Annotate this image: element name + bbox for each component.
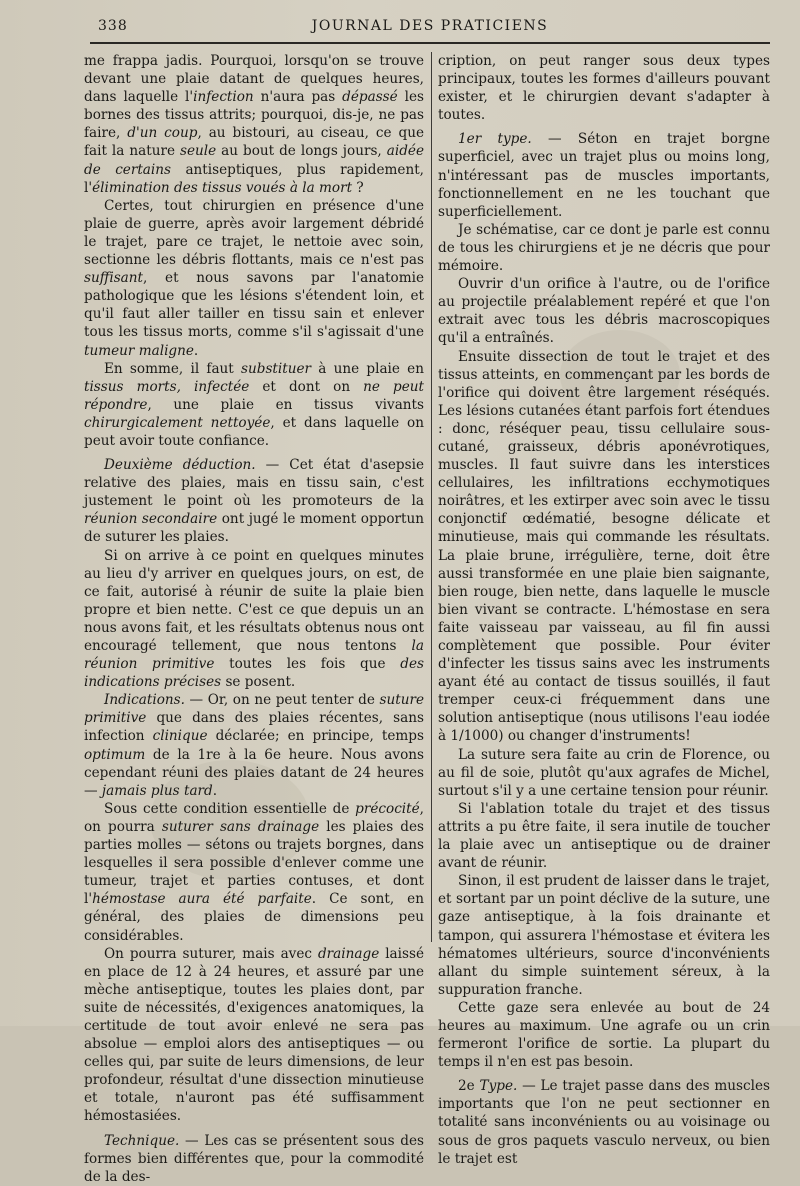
text-run: Si l'ablation totale du trajet et des tissus attrits a pu être faite, il sera inutile de toucher la plaie avec un antiseptique ou de drainer avant de réunir. <box>438 800 770 872</box>
paragraph <box>84 1132 424 1186</box>
paragraph <box>84 800 424 945</box>
italic-text: suture primitive <box>84 692 424 727</box>
text-run: . <box>212 782 218 799</box>
text-run: que dans des plaies récentes, sans infection <box>84 710 424 745</box>
text-run: déclarée; en principe, temps <box>207 728 424 745</box>
left-column <box>84 52 424 1186</box>
italic-text: précocité <box>355 800 420 817</box>
italic-text: réunion secondaire <box>84 511 218 528</box>
page-header <box>0 0 800 40</box>
italic-text: chirurgicalement nettoyée <box>84 414 271 431</box>
paragraph <box>84 945 424 1126</box>
italic-text: dépassé <box>342 89 398 106</box>
text-run: , et nous savons par l'anatomie pathologique que les lésions s'étendent loin, et qu'il faut aller tailler en tissu sain et enlever tous les tissus morts, comme s'il s'agissait d'une <box>84 270 424 341</box>
paragraph <box>84 197 424 360</box>
paragraph <box>438 999 770 1071</box>
paragraph <box>438 130 770 220</box>
text-run: les plaies des parties molles — sétons ou trajets borgnes, dans lesquelles il sera possible d'enlever comme une tumeur, trajet et parties contuses, et dont l' <box>84 818 425 908</box>
italic-text: la réunion primitive <box>84 638 424 673</box>
italic-text: substituer <box>241 360 311 377</box>
paragraph <box>438 221 770 275</box>
column-divider <box>431 52 432 942</box>
text-run: et dont on <box>249 378 364 395</box>
italic-text: élimination des tissus voués à la mort <box>92 179 353 196</box>
text-run: ? <box>352 179 364 196</box>
italic-text: Type. <box>479 1078 518 1095</box>
italic-text: suturer sans drainage <box>161 818 320 835</box>
text-run: Ouvrir d'un orifice à l'autre, ou de l'orifice au projectile préalablement repéré et que l'on extrait avec tous les débris macroscopiques qu'il a entraînés. <box>438 276 770 347</box>
text-run: Sinon, il est prudent de laisser dans le trajet, et sortant par un point déclive de la suture, une gaze antiseptique, à la fois drainante et tampon, qui assurera l'hémostase et évitera les hématomes ultérieurs, source d'inconvénients allant du simple suintement séreux, à la suppuration franche. <box>438 873 770 998</box>
italic-text: d'un coup <box>127 125 198 142</box>
paragraph <box>84 456 424 546</box>
text-run: — Le trajet passe dans des muscles importants que l'on ne peut sectionner en totalité sans inconvénients ou au voisinage ou sous de gros paquets vasculo nerveux, ou bien le trajet est <box>438 1078 771 1167</box>
paragraph <box>84 360 424 450</box>
italic-text: drainage <box>317 945 380 962</box>
italic-text: des indications précises <box>84 656 425 691</box>
text-run: Si on arrive à ce point en quelques minutes au lieu d'y arriver en quelques jours, on est, de ce fait, autorisé à réunir de suite la plaie bien propre et bien nette. C'est ce que depuis un an nous avons fait, et les résultats obtenus nous ont encouragé tellement, que nous tentons <box>84 547 424 654</box>
running-title: JOURNAL DES PRATICIENS <box>311 18 549 34</box>
text-run: En somme, il faut <box>104 360 242 377</box>
italic-text: ne peut répondre <box>84 378 424 413</box>
paragraph <box>84 547 424 692</box>
text-run: n'aura pas <box>253 89 343 106</box>
text-run: , au bistouri, au ciseau, ce que fait la nature <box>84 125 424 160</box>
italic-text: tissus morts, infectée <box>84 378 250 395</box>
text-run: . <box>193 342 199 359</box>
text-run: antiseptiques, plus rapidement, l' <box>84 161 424 196</box>
italic-text: jamais plus tard <box>101 782 213 799</box>
paragraph <box>438 52 770 124</box>
text-run: de la 1re à la 6e heure. Nous avons cependant réuni des plaies datant de 24 heures — <box>84 746 424 799</box>
text-run: laissé en place de 12 à 24 heures, et assuré par une mèche antiseptique, toutes les plaies dont, par suite de nécessités, d'exigences anatomiques, la certitude de tout avoir enlevé ne sera pas absolue — emploi alors des antiseptiques — ou celles qui, par suite de leurs dimensions, de leur profondeur, résultat d'une dissection minutieuse et totale, n'auront pas été suffisamment hémostasiées. <box>84 945 424 1125</box>
italic-text: 1er type. <box>458 131 532 148</box>
text-run: . Ce sont, en général, des plaies de dimensions peu considérables. <box>84 891 424 944</box>
text-run: ont jugé le moment opportun de suturer les plaies. <box>84 511 424 546</box>
text-run: 2e <box>458 1078 480 1095</box>
right-column <box>438 52 770 1168</box>
text-run: — Cet état d'asepsie relative des plaies, mais en tissu sain, c'est justement le point où les promoteurs de la <box>84 457 424 510</box>
text-run: à une plaie en <box>311 360 424 377</box>
text-run: — Or, on ne peut tenter de <box>184 692 380 709</box>
text-run: — Séton en trajet borgne superficiel, avec un trajet plus ou moins long, n'intéressant pas de muscles importants, fonctionnellement en ne les touchant que superficiellement. <box>438 131 770 220</box>
text-run: se posent. <box>221 674 296 691</box>
text-run: Je schématise, car ce dont je parle est connu de tous les chirurgiens et je ne décris que pour mémoire. <box>438 221 770 275</box>
text-run: , et dans laquelle on peut avoir toute confiance. <box>84 414 424 449</box>
text-run: toutes les fois que <box>214 656 401 673</box>
italic-text: Indications. <box>104 692 185 709</box>
paragraph <box>438 348 770 746</box>
paragraph <box>438 1077 770 1167</box>
text-run: Certes, tout chirurgien en présence d'une plaie de guerre, après avoir largement débridé le trajet, pare ce trajet, le nettoie avec soin, sectionne les débris flottants, mais ce n'est pas <box>84 197 424 269</box>
italic-text: Deuxième déduction. <box>104 457 256 474</box>
header-rule <box>90 42 770 44</box>
italic-text: optimum <box>84 746 146 763</box>
italic-text: Technique. <box>104 1132 180 1149</box>
text-run: Cette gaze sera enlevée au bout de 24 heures au maximum. Une agrafe ou un crin fermeront l'orifice de sortie. La plupart du temps il n'en est pas besoin. <box>438 999 770 1071</box>
italic-text: infection <box>193 89 254 106</box>
text-run: — Les cas se présentent sous des formes bien différentes que, pour la commodité de la des- <box>84 1132 424 1185</box>
text-run: La suture sera faite au crin de Florence, ou au fil de soie, plutôt qu'aux agrafes de Michel, surtout s'il y a une certaine tension pour réunir. <box>438 746 770 799</box>
paragraph <box>84 52 424 197</box>
text-run: les bornes des tissus attrits; pourquoi, dis-je, ne pas faire, <box>84 89 424 142</box>
text-run: au bout de longs jours, <box>216 143 387 160</box>
text-run: me frappa jadis. Pourquoi, lorsqu'on se trouve devant une plaie datant de quelques heures, dans laquelle l' <box>84 53 424 106</box>
text-run: cription, on peut ranger sous deux types principaux, toutes les formes d'ailleurs pouvant exister, et le chirurgien devant s'adapter à toutes. <box>438 53 770 124</box>
paragraph <box>84 691 424 800</box>
italic-text: tumeur maligne <box>84 342 194 359</box>
text-run: , une plaie en tissus vivants <box>147 396 424 413</box>
italic-text: clinique <box>152 728 208 745</box>
text-run: On pourra suturer, mais avec <box>104 945 318 962</box>
text-run: Ensuite dissection de tout le trajet et des tissus atteints, en commençant par les bords de l'orifice qui doivent être largement réséqués. Les lésions cutanées étant parfois fort étendues : donc, réséquer peau, tissu cellulaire sous-cutané, graisseux, débris aponévrotiques, muscles. Il faut suivre dans les interstices cellulaires, les infiltrations ecchymotiques noirâtres, et les extirper avec soin avec le tissu conjonctif œdématié, besogne délicate et minutieuse, mais qui commande les résultats. La plaie brune, irrégulière, terne, doit être aussi transformée en une plaie bien saignante, bien rouge, bien nette, dans laquelle le muscle bien vivant se contracte. L'hémostase en sera faite vaisseau par vaisseau, au fil fin aussi complètement que possible. Pour éviter d'infecter les tissus sains avec les instruments ayant été au contact de tissus souillés, il faut tremper ceux-ci fréquemment dans une solution antiseptique (nous utilisons l'eau iodée à 1/1000) ou changer d'instruments! <box>438 348 770 745</box>
text-run: , on pourra <box>84 800 424 835</box>
paragraph <box>438 872 770 999</box>
italic-text: aidée de certains <box>84 143 424 178</box>
italic-text: seule <box>180 143 217 160</box>
paragraph <box>438 800 770 872</box>
paragraph <box>438 746 770 800</box>
paragraph <box>438 275 770 347</box>
italic-text: suffisant <box>84 270 144 287</box>
text-run: Sous cette condition essentielle de <box>104 800 356 817</box>
italic-text: hémostase aura été parfaite <box>92 891 312 908</box>
page-number: 338 <box>98 18 128 34</box>
